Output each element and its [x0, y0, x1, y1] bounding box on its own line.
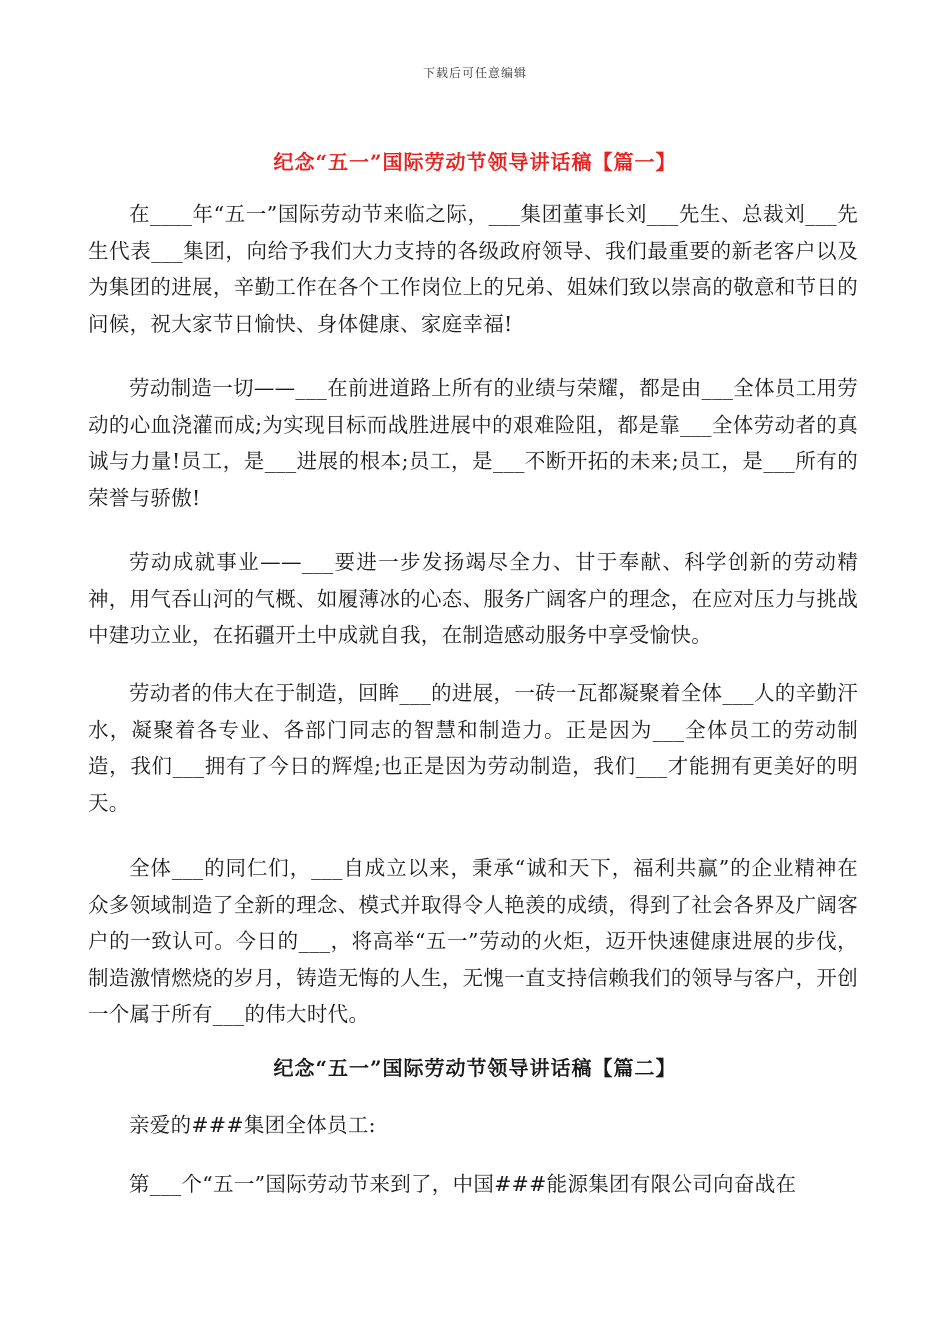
paragraph: 在____年“五一”国际劳动节来临之际，___集团董事长刘___先生、总裁刘___先生代表___集团，向给予我们大力支持的各级政府领导、我们最重要的新老客户以及为集团的进展，辛勤工作在各个工作岗位上的兄弟、姐妹们致以崇高的敬意和节日的问候，祝大家节日愉快、身体健康、家庭幸福!: [88, 202, 858, 336]
paragraph: 第___个“五一”国际劳动节来到了，中国###能源集团有限公司向奋战在: [129, 1172, 797, 1196]
section-title-2: 纪念“五一”国际劳动节领导讲话稿【篇二】: [273, 1056, 677, 1080]
body-section-1-paragraph-3: [88, 544, 858, 654]
paragraph: 劳动者的伟大在于制造，回眸___的进展，一砖一瓦都凝聚着全体___人的辛勤汗水，凝聚着各专业、各部门同志的智慧和制造力。正是因为___全体员工的劳动制造，我们___拥有了今日的辉煌;也正是因为劳动制造，我们___才能拥有更美好的明天。: [88, 681, 858, 815]
section-title-1: 纪念“五一”国际劳动节领导讲话稿【篇一】: [273, 150, 677, 174]
paragraph: 亲爱的###集团全体员工:: [129, 1113, 376, 1137]
body-section-1-paragraph-4: [88, 675, 858, 821]
paragraph: 全体___的同仁们，___自成立以来，秉承“诚和天下，福利共赢”的企业精神在众多领域制造了全新的理念、模式并取得令人艳羡的成绩，得到了社会各界及广阔客户的一致认可。今日的___，将高举“五一”劳动的火炬，迈开快速健康进展的步伐，制造激情燃烧的岁月，铸造无悔的人生，无愧一直支持信赖我们的领导与客户，开创一个属于所有___的伟大时代。: [88, 856, 858, 1026]
body-section-1-paragraph-1: [88, 196, 858, 342]
body-section-1-paragraph-2: [88, 370, 858, 516]
header-note: 下载后可任意编辑: [422, 66, 527, 80]
paragraph: 劳动成就事业——___要进一步发扬竭尽全力、甘于奉献、科学创新的劳动精神，用气吞山河的气概、如履薄冰的心态、服务广阔客户的理念，在应对压力与挑战中建功立业，在拓疆开土中成就自我，在制造感动服务中享受愉快。: [88, 550, 858, 647]
body-section-1-paragraph-5: [88, 850, 858, 1033]
body-section-2-greeting: [88, 1107, 858, 1144]
body-section-2-paragraph-1: [88, 1166, 858, 1203]
paragraph: 劳动制造一切——___在前进道路上所有的业绩与荣耀，都是由___全体员工用劳动的心血浇灌而成;为实现目标而战胜进展中的艰难险阻，都是靠___全体劳动者的真诚与力量!员工，是___进展的根本;员工，是___不断开拓的未来;员工，是___所有的荣誉与骄傲!: [88, 376, 858, 510]
